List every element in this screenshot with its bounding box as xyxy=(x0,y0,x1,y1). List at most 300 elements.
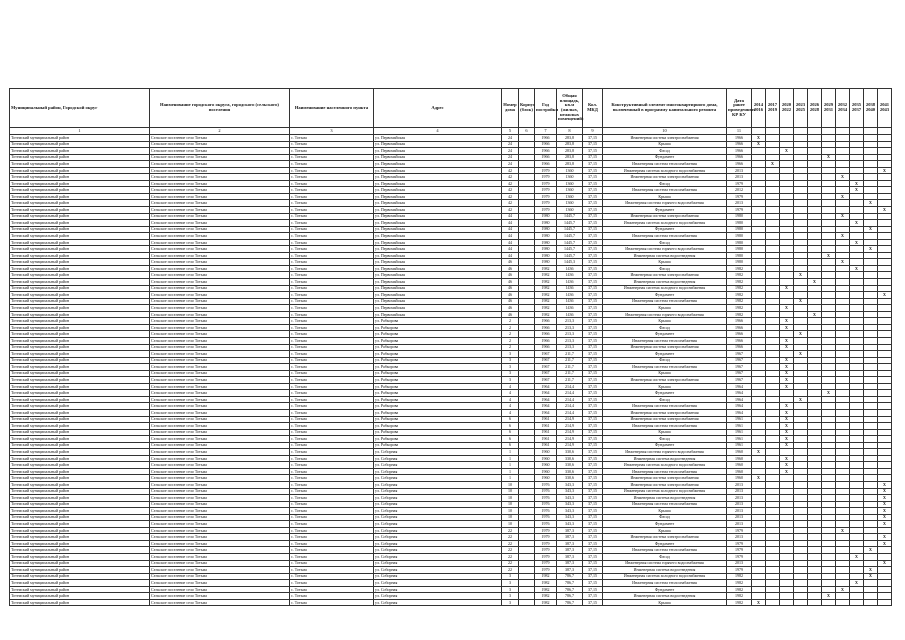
area-cell: 1360 xyxy=(557,180,583,187)
element-cell: Инженерная система теплоснабжения xyxy=(603,423,727,430)
repair-date-cell: 1982 xyxy=(727,311,752,318)
settlement-cell: Сельское поселение село Тотьма xyxy=(150,292,290,299)
column-header: Наименование населенного пункта xyxy=(290,89,374,128)
settlement-cell: Сельское поселение село Тотьма xyxy=(150,599,290,606)
locality-cell: с. Тотьма xyxy=(290,272,374,279)
mkd-count-cell: 37,15 xyxy=(583,193,603,200)
area-cell: 1445,7 xyxy=(557,246,583,253)
settlement-cell: Сельское поселение село Тотьма xyxy=(150,193,290,200)
mkd-count-cell: 37,15 xyxy=(583,383,603,390)
house-number-cell: 22 xyxy=(502,547,519,554)
element-cell: Инженерная система электроснабжения xyxy=(603,409,727,416)
area-cell: 330,6 xyxy=(557,455,583,462)
period-cell: X xyxy=(878,495,892,502)
period-cell: X xyxy=(822,252,836,259)
house-number-cell: 3 xyxy=(502,586,519,593)
locality-cell: с. Тотьма xyxy=(290,501,374,508)
area-cell: 214,9 xyxy=(557,423,583,430)
column-header: 2035 2037 xyxy=(850,89,864,128)
mkd-count-cell: 37,15 xyxy=(583,508,603,515)
house-number-cell: 2 xyxy=(502,344,519,351)
year-cell: 1966 xyxy=(535,154,557,161)
period-cell: X xyxy=(808,279,822,286)
mkd-count-cell: 37,15 xyxy=(583,298,603,305)
settlement-cell: Сельское поселение село Тотьма xyxy=(150,488,290,495)
period-cell: X xyxy=(822,390,836,397)
settlement-cell: Сельское поселение село Тотьма xyxy=(150,481,290,488)
settlement-cell: Сельское поселение село Тотьма xyxy=(150,135,290,142)
house-number-cell: 46 xyxy=(502,272,519,279)
column-number-row xyxy=(10,128,892,135)
settlement-cell: Сельское поселение село Тотьма xyxy=(150,521,290,528)
element-cell: Инженерная система электроснабжения xyxy=(603,481,727,488)
address-cell: ул. Соборная xyxy=(374,573,502,580)
house-number-cell: 3 xyxy=(502,573,519,580)
year-cell: 1982 xyxy=(535,272,557,279)
house-number-cell: 3 xyxy=(502,351,519,358)
district-cell: Тотемский муниципальный район xyxy=(10,501,150,508)
district-cell: Тотемский муниципальный район xyxy=(10,141,150,148)
house-number-cell: 42 xyxy=(502,193,519,200)
column-header: 2020 2022 xyxy=(780,89,794,128)
district-cell: Тотемский муниципальный район xyxy=(10,220,150,227)
district-cell: Тотемский муниципальный район xyxy=(10,167,150,174)
district-cell: Тотемский муниципальный район xyxy=(10,403,150,410)
period-cell: X xyxy=(864,246,878,253)
district-cell: Тотемский муниципальный район xyxy=(10,174,150,181)
locality-cell: с. Тотьма xyxy=(290,449,374,456)
address-cell: ул. Первомайская xyxy=(374,259,502,266)
column-header: 2032 2034 xyxy=(836,89,850,128)
element-cell: Фундамент xyxy=(603,226,727,233)
table-row xyxy=(10,599,892,606)
area-cell: 343,3 xyxy=(557,481,583,488)
element-cell: Фасад xyxy=(603,357,727,364)
area-cell: 283,8 xyxy=(557,135,583,142)
locality-cell: с. Тотьма xyxy=(290,154,374,161)
period-cell xyxy=(766,599,780,606)
locality-cell: с. Тотьма xyxy=(290,357,374,364)
house-number-cell: 2 xyxy=(502,337,519,344)
repair-date-cell: 1966 xyxy=(727,148,752,155)
period-cell: X xyxy=(836,174,850,181)
house-number-cell: 6 xyxy=(502,436,519,443)
house-number-cell: 24 xyxy=(502,161,519,168)
mkd-count-cell: 37,15 xyxy=(583,180,603,187)
address-cell: ул. Первомайская xyxy=(374,154,502,161)
mkd-count-cell: 37,15 xyxy=(583,200,603,207)
mkd-count-cell: 37,15 xyxy=(583,226,603,233)
block-cell xyxy=(519,599,535,606)
area-cell: 211,7 xyxy=(557,357,583,364)
address-cell: ул. Рабкорова xyxy=(374,377,502,384)
year-cell: 1982 xyxy=(535,285,557,292)
element-cell: Фасад xyxy=(603,514,727,521)
year-cell: 1976 xyxy=(535,514,557,521)
element-cell: Фундамент xyxy=(603,586,727,593)
element-cell: Крыша xyxy=(603,318,727,325)
mkd-count-cell: 37,15 xyxy=(583,403,603,410)
repair-date-cell: 2013 xyxy=(727,508,752,515)
house-number-cell: 46 xyxy=(502,259,519,266)
address-cell: ул. Первомайская xyxy=(374,135,502,142)
element-cell: Крыша xyxy=(603,508,727,515)
year-cell: 1980 xyxy=(535,252,557,259)
house-number-cell: 1 xyxy=(502,462,519,469)
locality-cell: с. Тотьма xyxy=(290,292,374,299)
house-number-cell: 44 xyxy=(502,220,519,227)
mkd-count-cell: 37,15 xyxy=(583,514,603,521)
locality-cell: с. Тотьма xyxy=(290,207,374,214)
area-cell: 1436 xyxy=(557,279,583,286)
year-cell: 1964 xyxy=(535,390,557,397)
settlement-cell: Сельское поселение село Тотьма xyxy=(150,331,290,338)
house-number-cell: 22 xyxy=(502,554,519,561)
repair-date-cell: 1964 xyxy=(727,390,752,397)
address-cell: ул. Соборная xyxy=(374,468,502,475)
year-cell: 1980 xyxy=(535,239,557,246)
house-number-cell: 46 xyxy=(502,285,519,292)
area-cell: 786,7 xyxy=(557,580,583,587)
settlement-cell: Сельское поселение село Тотьма xyxy=(150,265,290,272)
period-cell: X xyxy=(752,135,766,142)
locality-cell: с. Тотьма xyxy=(290,540,374,547)
district-cell: Тотемский муниципальный район xyxy=(10,423,150,430)
address-cell: ул. Рабкорова xyxy=(374,416,502,423)
address-cell: ул. Первомайская xyxy=(374,207,502,214)
district-cell: Тотемский муниципальный район xyxy=(10,272,150,279)
period-cell: X xyxy=(780,409,794,416)
address-cell: ул. Первомайская xyxy=(374,252,502,259)
mkd-count-cell: 37,15 xyxy=(583,370,603,377)
year-cell: 1961 xyxy=(535,436,557,443)
mkd-count-cell: 37,15 xyxy=(583,161,603,168)
repair-date-cell: 1982 xyxy=(727,573,752,580)
locality-cell: с. Тотьма xyxy=(290,370,374,377)
year-cell: 1979 xyxy=(535,193,557,200)
address-cell: ул. Первомайская xyxy=(374,220,502,227)
house-number-cell: 3 xyxy=(502,377,519,384)
year-cell: 1976 xyxy=(535,495,557,502)
district-cell: Тотемский муниципальный район xyxy=(10,377,150,384)
address-cell: ул. Рабкорова xyxy=(374,403,502,410)
settlement-cell: Сельское поселение село Тотьма xyxy=(150,573,290,580)
element-cell: Фундамент xyxy=(603,331,727,338)
repair-date-cell: 1979 xyxy=(727,567,752,574)
locality-cell: с. Тотьма xyxy=(290,180,374,187)
element-cell: Фундамент xyxy=(603,292,727,299)
column-number: 8 xyxy=(557,128,583,135)
year-cell: 1961 xyxy=(535,423,557,430)
locality-cell: с. Тотьма xyxy=(290,252,374,259)
address-cell: ул. Первомайская xyxy=(374,279,502,286)
locality-cell: с. Тотьма xyxy=(290,351,374,358)
settlement-cell: Сельское поселение село Тотьма xyxy=(150,409,290,416)
district-cell: Тотемский муниципальный район xyxy=(10,455,150,462)
year-cell: 1982 xyxy=(535,599,557,606)
district-cell: Тотемский муниципальный район xyxy=(10,154,150,161)
year-cell: 1982 xyxy=(535,580,557,587)
mkd-count-cell: 37,15 xyxy=(583,167,603,174)
locality-cell: с. Тотьма xyxy=(290,599,374,606)
locality-cell: с. Тотьма xyxy=(290,567,374,574)
column-number xyxy=(808,128,822,135)
year-cell: 1979 xyxy=(535,547,557,554)
locality-cell: с. Тотьма xyxy=(290,259,374,266)
year-cell: 1979 xyxy=(535,174,557,181)
district-cell: Тотемский муниципальный район xyxy=(10,337,150,344)
address-cell: ул. Соборная xyxy=(374,534,502,541)
year-cell: 1967 xyxy=(535,377,557,384)
locality-cell: с. Тотьма xyxy=(290,331,374,338)
element-cell: Инженерная система горячего водоснабжения xyxy=(603,311,727,318)
repair-date-cell: 1982 xyxy=(727,279,752,286)
repair-date-cell: 2013 xyxy=(727,174,752,181)
settlement-cell: Сельское поселение село Тотьма xyxy=(150,279,290,286)
repair-date-cell: 1982 xyxy=(727,265,752,272)
settlement-cell: Сельское поселение село Тотьма xyxy=(150,554,290,561)
year-cell: 1966 xyxy=(535,331,557,338)
period-cell xyxy=(836,599,850,606)
mkd-count-cell: 37,15 xyxy=(583,436,603,443)
period-cell xyxy=(878,599,892,606)
element-cell: Инженерная система водоотведения xyxy=(603,593,727,600)
repair-date-cell: 1980 xyxy=(727,246,752,253)
year-cell: 1982 xyxy=(535,265,557,272)
locality-cell: с. Тотьма xyxy=(290,148,374,155)
locality-cell: с. Тотьма xyxy=(290,298,374,305)
repair-date-cell: 1961 xyxy=(727,416,752,423)
column-number: 7 xyxy=(535,128,557,135)
element-cell: Фасад xyxy=(603,148,727,155)
house-number-cell: 44 xyxy=(502,252,519,259)
mkd-count-cell: 37,15 xyxy=(583,468,603,475)
settlement-cell: Сельское поселение село Тотьма xyxy=(150,416,290,423)
area-cell: 387,3 xyxy=(557,554,583,561)
area-cell: 343,3 xyxy=(557,521,583,528)
address-cell: ул. Рабкорова xyxy=(374,383,502,390)
year-cell: 1982 xyxy=(535,573,557,580)
area-cell: 214,4 xyxy=(557,409,583,416)
mkd-count-cell: 37,15 xyxy=(583,495,603,502)
period-cell: X xyxy=(850,554,864,561)
address-cell: ул. Первомайская xyxy=(374,180,502,187)
locality-cell: с. Тотьма xyxy=(290,141,374,148)
column-header: Дата ранее проведенных КР КУ xyxy=(727,89,752,128)
settlement-cell: Сельское поселение село Тотьма xyxy=(150,370,290,377)
repair-date-cell: 1964 xyxy=(727,403,752,410)
house-number-cell: 1 xyxy=(502,475,519,482)
locality-cell: с. Тотьма xyxy=(290,377,374,384)
district-cell: Тотемский муниципальный район xyxy=(10,180,150,187)
column-header: Корпус (блок) xyxy=(519,89,535,128)
area-cell: 214,9 xyxy=(557,416,583,423)
area-cell: 211,7 xyxy=(557,370,583,377)
repair-date-cell: 1982 xyxy=(727,305,752,312)
area-cell: 387,3 xyxy=(557,567,583,574)
district-cell: Тотемский муниципальный район xyxy=(10,547,150,554)
period-cell: X xyxy=(752,141,766,148)
settlement-cell: Сельское поселение село Тотьма xyxy=(150,351,290,358)
house-number-cell: 2 xyxy=(502,318,519,325)
period-cell: X xyxy=(850,220,864,227)
district-cell: Тотемский муниципальный район xyxy=(10,514,150,521)
locality-cell: с. Тотьма xyxy=(290,324,374,331)
locality-cell: с. Тотьма xyxy=(290,226,374,233)
address-cell: ул. Соборная xyxy=(374,527,502,534)
district-cell: Тотемский муниципальный район xyxy=(10,481,150,488)
mkd-count-cell: 37,15 xyxy=(583,337,603,344)
district-cell: Тотемский муниципальный район xyxy=(10,527,150,534)
period-cell: X xyxy=(794,396,808,403)
mkd-count-cell: 37,15 xyxy=(583,292,603,299)
period-cell: X xyxy=(780,285,794,292)
house-number-cell: 46 xyxy=(502,279,519,286)
element-cell: Инженерная система электроснабжения xyxy=(603,534,727,541)
period-cell: X xyxy=(878,521,892,528)
area-cell: 387,3 xyxy=(557,534,583,541)
period-cell: X xyxy=(780,344,794,351)
address-cell: ул. Рабкорова xyxy=(374,390,502,397)
period-cell xyxy=(794,599,808,606)
mkd-count-cell: 37,15 xyxy=(583,239,603,246)
repair-date-cell: 1966 xyxy=(727,135,752,142)
column-number xyxy=(864,128,878,135)
year-cell: 1966 xyxy=(535,135,557,142)
district-cell: Тотемский муниципальный район xyxy=(10,226,150,233)
element-cell: Инженерная система электроснабжения xyxy=(603,213,727,220)
house-number-cell: 4 xyxy=(502,403,519,410)
locality-cell: с. Тотьма xyxy=(290,468,374,475)
column-number xyxy=(878,128,892,135)
period-cell: X xyxy=(794,272,808,279)
area-cell: 343,3 xyxy=(557,508,583,515)
mkd-count-cell: 37,15 xyxy=(583,318,603,325)
district-cell: Тотемский муниципальный район xyxy=(10,311,150,318)
column-number: 4 xyxy=(374,128,502,135)
area-cell: 214,4 xyxy=(557,390,583,397)
address-cell: ул. Первомайская xyxy=(374,200,502,207)
area-cell: 213,3 xyxy=(557,337,583,344)
period-cell: X xyxy=(766,161,780,168)
year-cell: 1982 xyxy=(535,593,557,600)
mkd-count-cell: 37,15 xyxy=(583,207,603,214)
mkd-count-cell: 37,15 xyxy=(583,580,603,587)
period-cell: X xyxy=(878,292,892,299)
element-cell: Инженерная система водоотведения xyxy=(603,279,727,286)
element-cell: Инженерная система теплоснабжения xyxy=(603,364,727,371)
locality-cell: с. Тотьма xyxy=(290,527,374,534)
period-cell: X xyxy=(780,357,794,364)
element-cell: Инженерная система водоотведения xyxy=(603,567,727,574)
repair-date-cell: 2013 xyxy=(727,481,752,488)
address-cell: ул. Рабкорова xyxy=(374,351,502,358)
period-cell: X xyxy=(794,351,808,358)
column-number xyxy=(794,128,808,135)
year-cell: 1960 xyxy=(535,449,557,456)
locality-cell: с. Тотьма xyxy=(290,580,374,587)
locality-cell: с. Тотьма xyxy=(290,337,374,344)
mkd-count-cell: 37,15 xyxy=(583,396,603,403)
house-number-cell: 22 xyxy=(502,560,519,567)
district-cell: Тотемский муниципальный район xyxy=(10,265,150,272)
column-number xyxy=(850,128,864,135)
period-cell: X xyxy=(780,455,794,462)
house-number-cell: 24 xyxy=(502,135,519,142)
district-cell: Тотемский муниципальный район xyxy=(10,508,150,515)
settlement-cell: Сельское поселение село Тотьма xyxy=(150,174,290,181)
repair-date-cell: 2013 xyxy=(727,501,752,508)
district-cell: Тотемский муниципальный район xyxy=(10,468,150,475)
settlement-cell: Сельское поселение село Тотьма xyxy=(150,593,290,600)
area-cell: 214,4 xyxy=(557,396,583,403)
period-cell xyxy=(780,599,794,606)
locality-cell: с. Тотьма xyxy=(290,285,374,292)
locality-cell: с. Тотьма xyxy=(290,586,374,593)
period-cell: X xyxy=(864,573,878,580)
locality-cell: с. Тотьма xyxy=(290,514,374,521)
year-cell: 1961 xyxy=(535,442,557,449)
settlement-cell: Сельское поселение село Тотьма xyxy=(150,364,290,371)
district-cell: Тотемский муниципальный район xyxy=(10,200,150,207)
house-number-cell: 3 xyxy=(502,593,519,600)
element-cell: Инженерная система холодного водоснабжения xyxy=(603,488,727,495)
year-cell: 1982 xyxy=(535,311,557,318)
column-number: 11 xyxy=(727,128,752,135)
repair-date-cell: 1966 xyxy=(727,337,752,344)
area-cell: 213,3 xyxy=(557,324,583,331)
mkd-count-cell: 37,15 xyxy=(583,423,603,430)
year-cell: 1960 xyxy=(535,475,557,482)
element-cell: Фундамент xyxy=(603,351,727,358)
period-cell xyxy=(864,599,878,606)
repair-date-cell: 1967 xyxy=(727,370,752,377)
mkd-count-cell: 37,15 xyxy=(583,285,603,292)
repair-date-cell: 2013 xyxy=(727,495,752,502)
year-cell: 1982 xyxy=(535,586,557,593)
district-cell: Тотемский муниципальный район xyxy=(10,285,150,292)
house-number-cell: 3 xyxy=(502,580,519,587)
area-cell: 213,3 xyxy=(557,344,583,351)
element-cell: Инженерная система электроснабжения xyxy=(603,475,727,482)
period-cell: X xyxy=(780,305,794,312)
column-number xyxy=(822,128,836,135)
mkd-count-cell: 37,15 xyxy=(583,364,603,371)
element-cell: Инженерная система горячего водоснабжения xyxy=(603,560,727,567)
area-cell: 213,3 xyxy=(557,331,583,338)
mkd-count-cell: 37,15 xyxy=(583,252,603,259)
column-header: Кол. МКД xyxy=(583,89,603,128)
repair-date-cell: 1964 xyxy=(727,409,752,416)
period-cell: X xyxy=(780,364,794,371)
settlement-cell: Сельское поселение село Тотьма xyxy=(150,167,290,174)
district-cell: Тотемский муниципальный район xyxy=(10,488,150,495)
column-header: Адрес xyxy=(374,89,502,128)
element-cell: Инженерная система теплоснабжения xyxy=(603,468,727,475)
mkd-count-cell: 37,15 xyxy=(583,501,603,508)
address-cell: ул. Рабкорова xyxy=(374,436,502,443)
year-cell: 1964 xyxy=(535,383,557,390)
year-cell: 1964 xyxy=(535,409,557,416)
year-cell: 1976 xyxy=(535,521,557,528)
year-cell: 1979 xyxy=(535,560,557,567)
mkd-count-cell: 37,15 xyxy=(583,560,603,567)
element-cell: Инженерная система холодного водоснабжения xyxy=(603,167,727,174)
address-cell: ул. Рабкорова xyxy=(374,396,502,403)
address-cell: ул. Соборная xyxy=(374,580,502,587)
house-number-cell: 22 xyxy=(502,534,519,541)
period-cell: X xyxy=(780,462,794,469)
